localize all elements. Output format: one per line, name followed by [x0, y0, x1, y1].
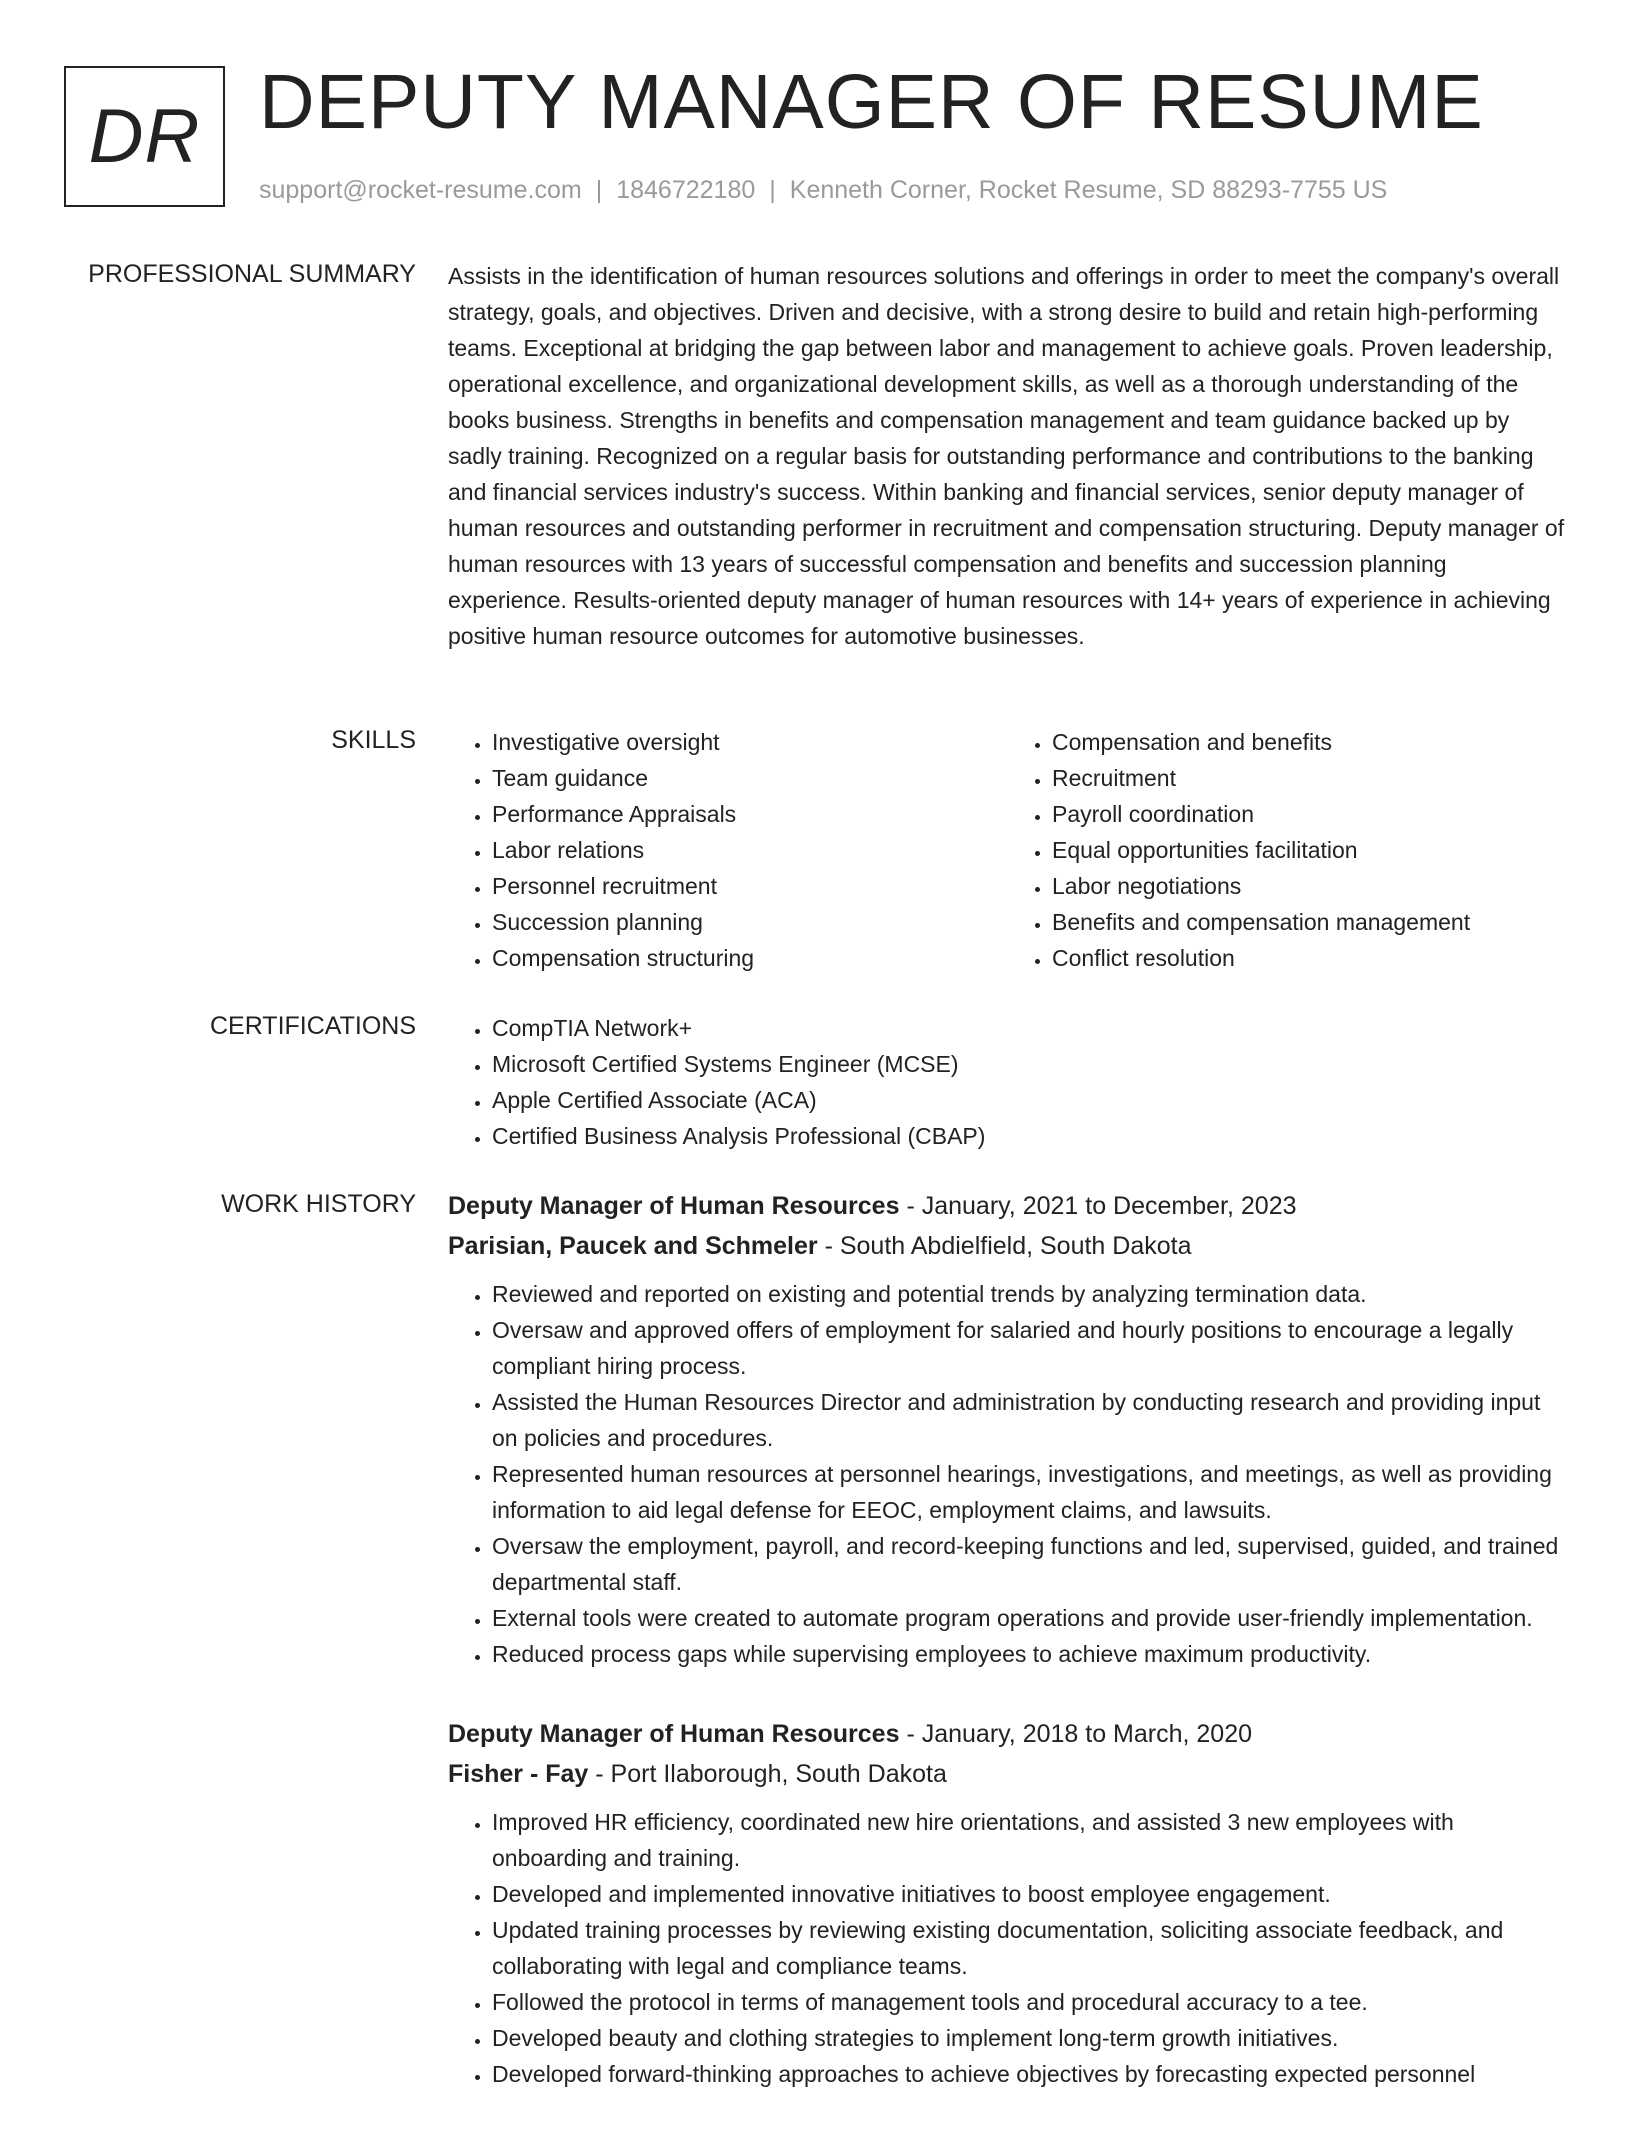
job-dates: - January, 2018 to March, 2020: [899, 1720, 1253, 1748]
section-label-summary: PROFESSIONAL SUMMARY: [88, 260, 416, 288]
job-title-line: [448, 1714, 1568, 1754]
job-location: - South Abdielfield, South Dakota: [817, 1232, 1192, 1260]
list-item: • Reduced process gaps while supervising employees to achieve maximum productivity.: [492, 1636, 1568, 1672]
list-item: • Apple Certified Associate (ACA): [492, 1082, 1568, 1118]
section-label-certifications: CERTIFICATIONS: [209, 1012, 416, 1040]
contact-separator: |: [595, 176, 603, 204]
list-item: • Oversaw the employment, payroll, and record-keeping functions and led, supervised, guided, and trained departmental staff.: [492, 1528, 1568, 1600]
job-bullet-list: [448, 1276, 1568, 1672]
job-entry: [448, 1186, 1568, 1672]
list-item: • Developed beauty and clothing strategies to implement long-term growth initiatives.: [492, 2020, 1568, 2056]
list-item: • CompTIA Network+: [492, 1010, 1568, 1046]
skills-list-left: [448, 724, 1008, 976]
list-item: • Assisted the Human Resources Director and administration by conducting research and providing input on policies and procedures.: [492, 1384, 1568, 1456]
job-company: Fisher - Fay: [448, 1760, 589, 1788]
skills-list-right: [1008, 724, 1568, 976]
list-item: • Payroll coordination: [1052, 796, 1568, 832]
list-item: • Certified Business Analysis Professional (CBAP): [492, 1118, 1568, 1154]
summary-body: [448, 258, 1568, 654]
contact-separator: |: [769, 176, 776, 204]
list-item: • Oversaw and approved offers of employment for salaried and hourly positions to encourage a legally compliant hiring process.: [492, 1312, 1568, 1384]
job-company: Parisian, Paucek and Schmeler: [448, 1232, 818, 1260]
list-item: • Personnel recruitment: [492, 868, 1008, 904]
job-entry: [448, 1714, 1568, 2092]
skills-body: [448, 724, 1568, 976]
job-company-line: [448, 1226, 1568, 1266]
section-label-work: WORK HISTORY: [221, 1190, 416, 1218]
contact-email: support@rocket-resume.com: [259, 176, 582, 204]
list-item: • Investigative oversight: [492, 724, 1008, 760]
certifications-body: [448, 1010, 1568, 1154]
job-bullet-list: [448, 1804, 1568, 2092]
job-title: Deputy Manager of Human Resources: [448, 1192, 900, 1220]
list-item: • Developed forward-thinking approaches to achieve objectives by forecasting expected personnel: [492, 2056, 1568, 2092]
contact-phone: 1846722180: [616, 176, 756, 204]
list-item: • Reviewed and reported on existing and potential trends by analyzing termination data.: [492, 1276, 1568, 1312]
list-item: • Benefits and compensation management: [1052, 904, 1568, 940]
monogram-initials: DR: [88, 94, 201, 179]
list-item: • Compensation and benefits: [1052, 724, 1568, 760]
list-item: • Updated training processes by reviewing existing documentation, soliciting associate feedback, and collaborating with legal and compliance teams.: [492, 1912, 1568, 1984]
section-label-skills: SKILLS: [331, 726, 416, 754]
job-title-line: [448, 1186, 1568, 1226]
list-item: • Recruitment: [1052, 760, 1568, 796]
contact-address: Kenneth Corner, Rocket Resume, SD 88293-7755 US: [789, 176, 1388, 204]
list-item: • External tools were created to automate program operations and provide user-friendly implementation.: [492, 1600, 1568, 1636]
list-item: • Represented human resources at personnel hearings, investigations, and meetings, as well as providing information to aid legal defense for EEOC, employment claims, and lawsuits.: [492, 1456, 1568, 1528]
contact-line: [259, 176, 1387, 205]
monogram-box: [64, 66, 225, 207]
list-item: • Equal opportunities facilitation: [1052, 832, 1568, 868]
list-item: • Compensation structuring: [492, 940, 1008, 976]
list-item: • Improved HR efficiency, coordinated new hire orientations, and assisted 3 new employees with onboarding and training.: [492, 1804, 1568, 1876]
job-location: - Port Ilaborough, South Dakota: [588, 1760, 947, 1788]
summary-text: Assists in the identification of human resources solutions and offerings in order to meet the company's overall strategy, goals, and objectives. Driven and decisive, with a strong desire to build and retain high-performing teams. Exceptional at bridging the gap between labor and management to achieve goals. Proven leadership, operational excellence, and organizational development skills, as well as a thorough understanding of the books business. Strengths in benefits and compensation management and team guidance backed up by sadly training. Recognized on a regular basis for outstanding performance and contributions to the banking and financial services industry's success. Within banking and financial services, senior deputy manager of human resources and outstanding performer in recruitment and compensation structuring. Deputy manager of human resources with 13 years of successful compensation and benefits and succession planning experience. Results-oriented deputy manager of human resources with 14+ years of experience in achieving positive human resource outcomes for automotive businesses.: [448, 263, 1565, 649]
job-company-line: [448, 1754, 1568, 1794]
list-item: • Followed the protocol in terms of management tools and procedural accuracy to a tee.: [492, 1984, 1568, 2020]
list-item: • Succession planning: [492, 904, 1008, 940]
work-body: [448, 1186, 1568, 2134]
resume-name: DEPUTY MANAGER OF RESUME: [259, 59, 1484, 145]
list-item: • Conflict resolution: [1052, 940, 1568, 976]
job-dates: - January, 2021 to December, 2023: [899, 1192, 1297, 1220]
list-item: • Labor relations: [492, 832, 1008, 868]
list-item: • Labor negotiations: [1052, 868, 1568, 904]
list-item: • Microsoft Certified Systems Engineer (MCSE): [492, 1046, 1568, 1082]
list-item: • Developed and implemented innovative initiatives to boost employee engagement.: [492, 1876, 1568, 1912]
job-title: Deputy Manager of Human Resources: [448, 1720, 900, 1748]
list-item: • Team guidance: [492, 760, 1008, 796]
list-item: • Performance Appraisals: [492, 796, 1008, 832]
certifications-list: [448, 1010, 1568, 1154]
